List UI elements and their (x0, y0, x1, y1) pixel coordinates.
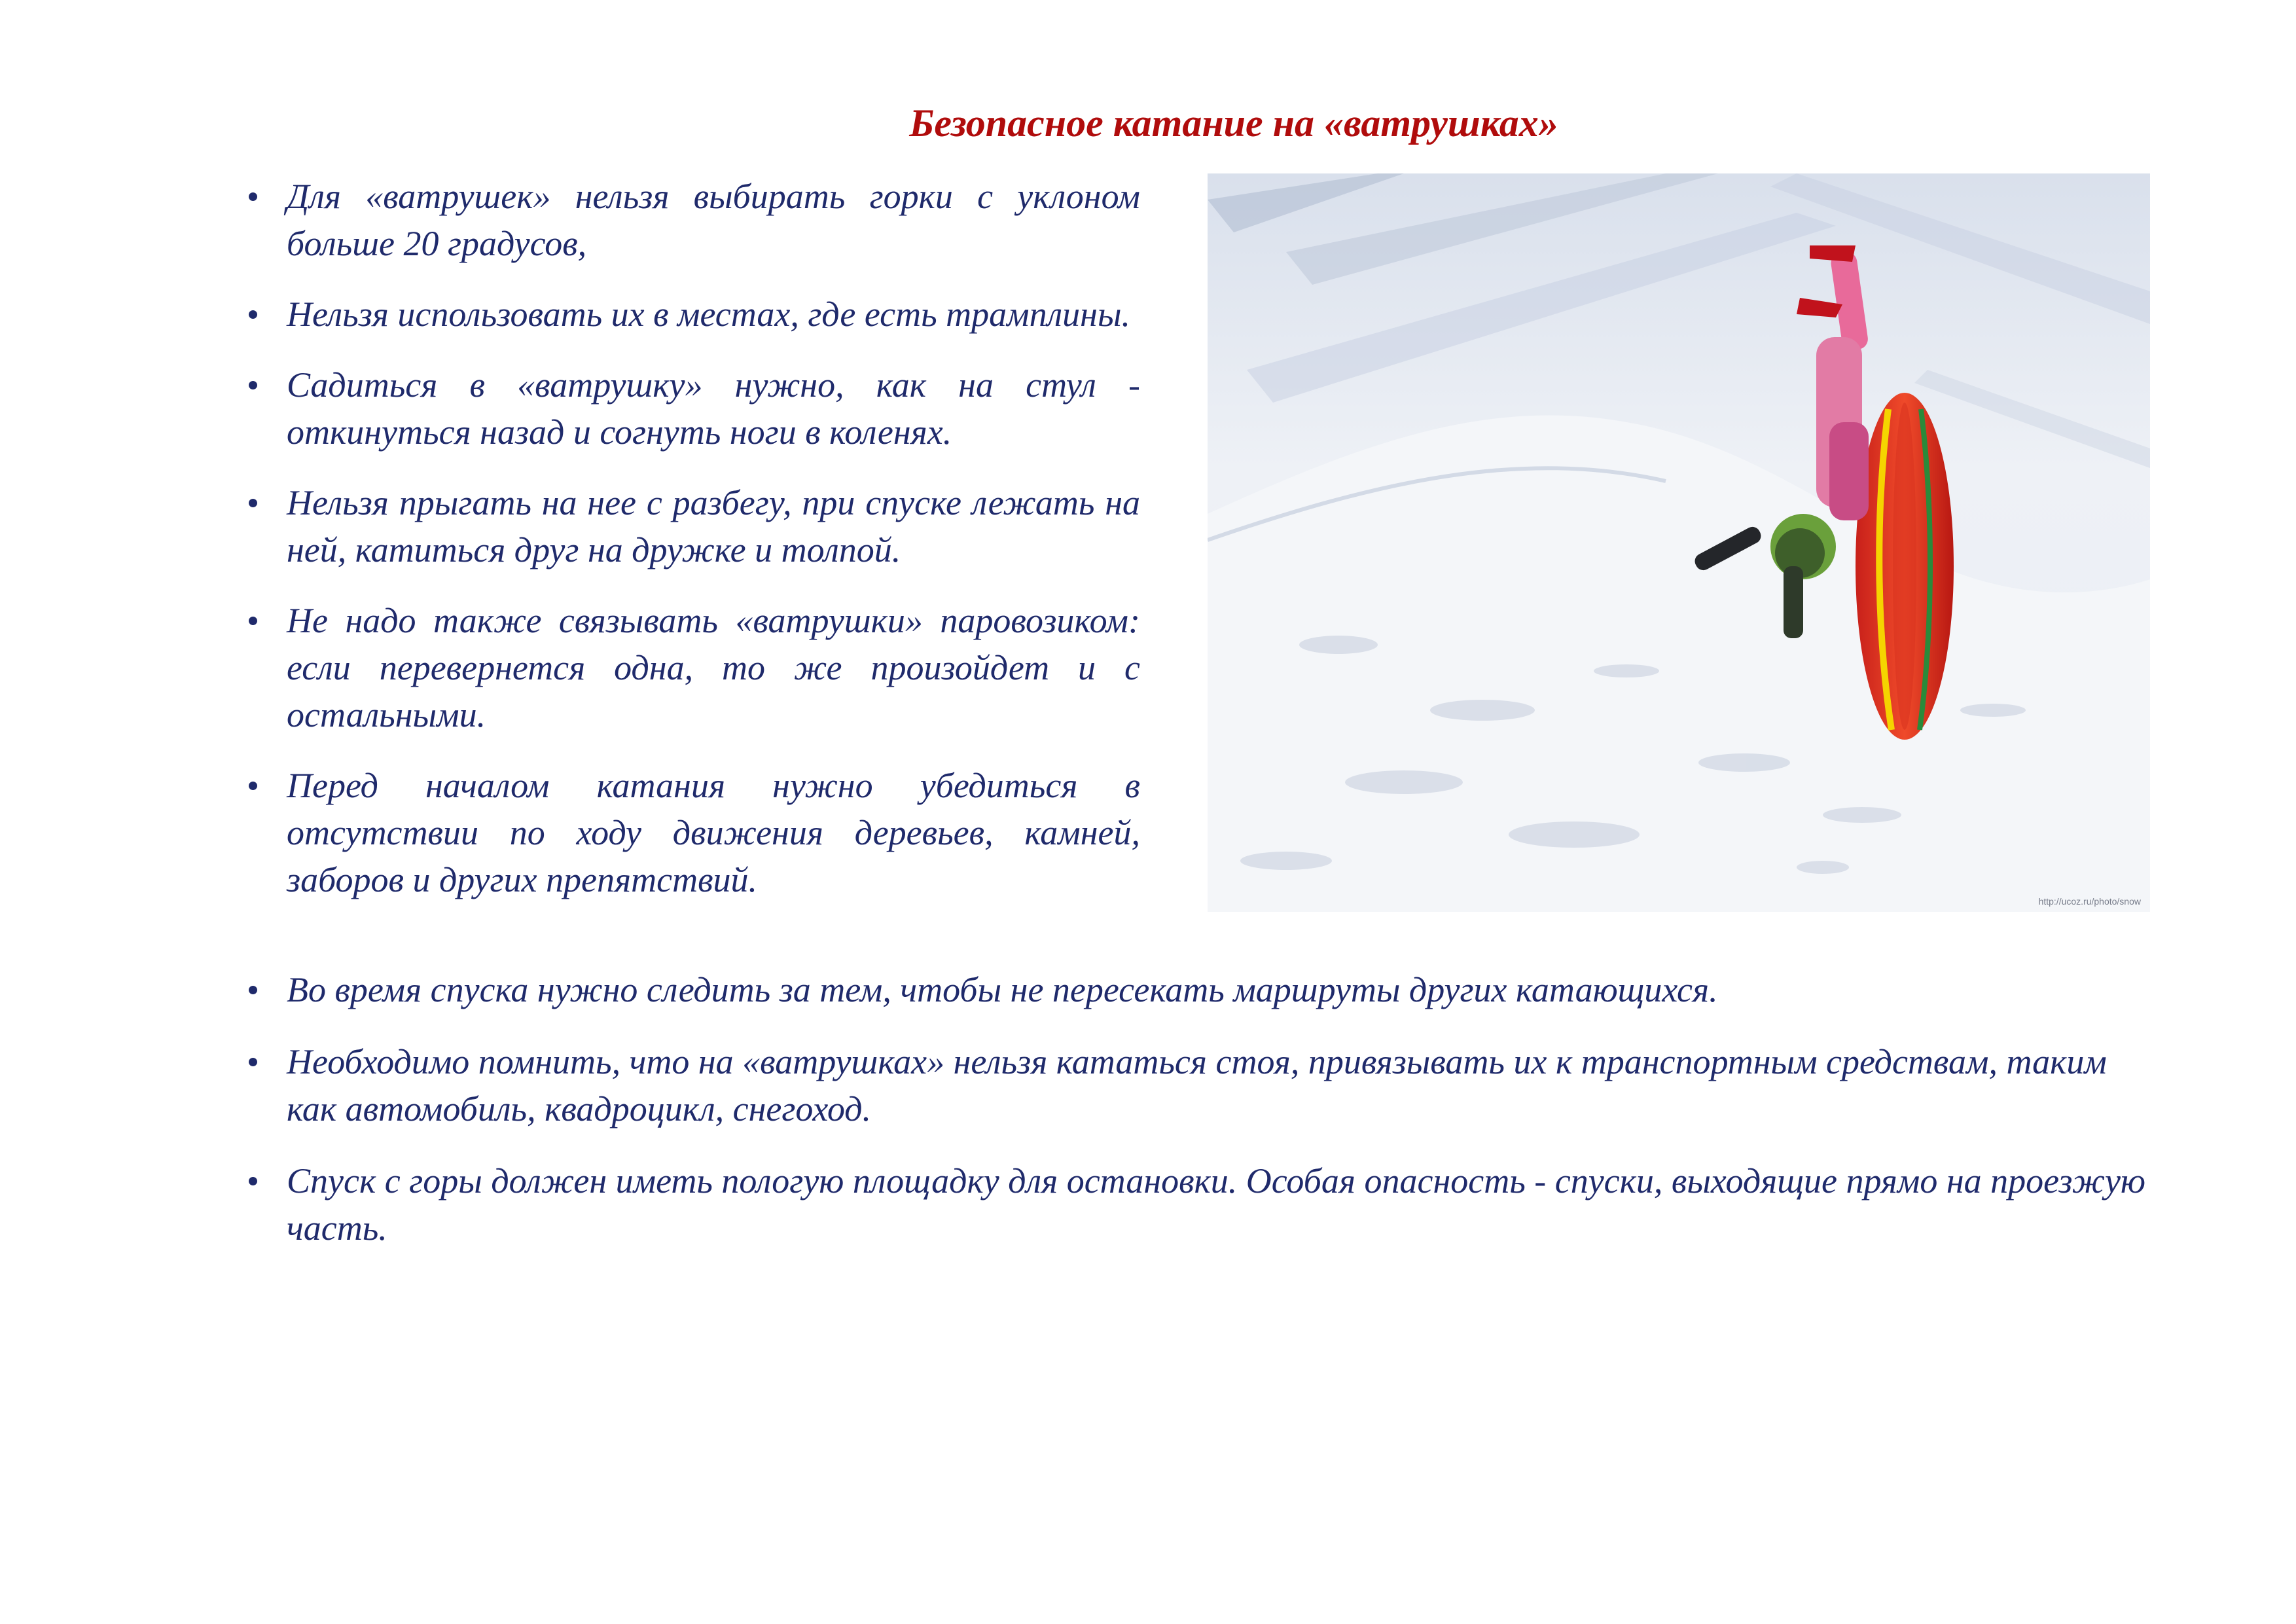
snow-tubing-photo (1208, 173, 2150, 912)
bullet-icon (249, 1177, 257, 1185)
list-item-text: Садиться в «ватрушку» нужно, как на стул - откинуться назад и согнуть ноги в коленях. (287, 365, 1140, 452)
list-item (287, 1157, 2145, 1252)
list-item-text: Нельзя использовать их в местах, где есть трамплины. (287, 295, 1131, 334)
list-item (287, 966, 2145, 1013)
list-item-text: Необходимо помнить, что на «ватрушках» нельзя кататься стоя, привязывать их к транспортным средствам, таким как автомобиль, квадроцикл, снегоход. (287, 1042, 2107, 1128)
bullet-icon (249, 192, 257, 201)
bullet-icon (249, 986, 257, 994)
photo-credit: http://ucoz.ru/photo/snow (2038, 896, 2141, 907)
list-item (287, 762, 1140, 903)
rules-list-bottom (287, 966, 2145, 1276)
bullet-icon (249, 1058, 257, 1066)
list-item (287, 173, 1140, 267)
list-item-text: Спуск с горы должен иметь пологую площадку для остановки. Особая опасность - спуски, выходящие прямо на проезжую часть. (287, 1161, 2146, 1248)
bullet-icon (249, 310, 257, 319)
list-item-text: Перед началом катания нужно убедиться в отсутствии по ходу движения деревьев, камней, заборов и других препятствий. (287, 766, 1140, 899)
bullet-icon (249, 617, 257, 625)
rules-list-top (287, 173, 1140, 927)
bullet-icon (249, 782, 257, 790)
list-item-text: Не надо также связывать «ватрушки» паровозиком: если перевернется одна, то же произойдет и с остальными. (287, 601, 1140, 734)
list-item (287, 1038, 2145, 1132)
page-title: Безопасное катание на «ватрушках» (909, 101, 1558, 145)
list-item-text: Во время спуска нужно следить за тем, чтобы не пересекать маршруты других катающихся. (287, 970, 1718, 1009)
list-item (287, 597, 1140, 738)
bullet-icon (249, 499, 257, 507)
list-item-text: Нельзя прыгать на нее с разбегу, при спуске лежать на ней, катиться друг на дружке и толпой. (287, 483, 1140, 569)
photo-illustration (1208, 173, 2150, 912)
list-item (287, 361, 1140, 456)
list-item-text: Для «ватрушек» нельзя выбирать горки с уклоном больше 20 градусов, (287, 177, 1140, 263)
bullet-icon (249, 381, 257, 389)
list-item (287, 479, 1140, 573)
list-item (287, 291, 1140, 338)
